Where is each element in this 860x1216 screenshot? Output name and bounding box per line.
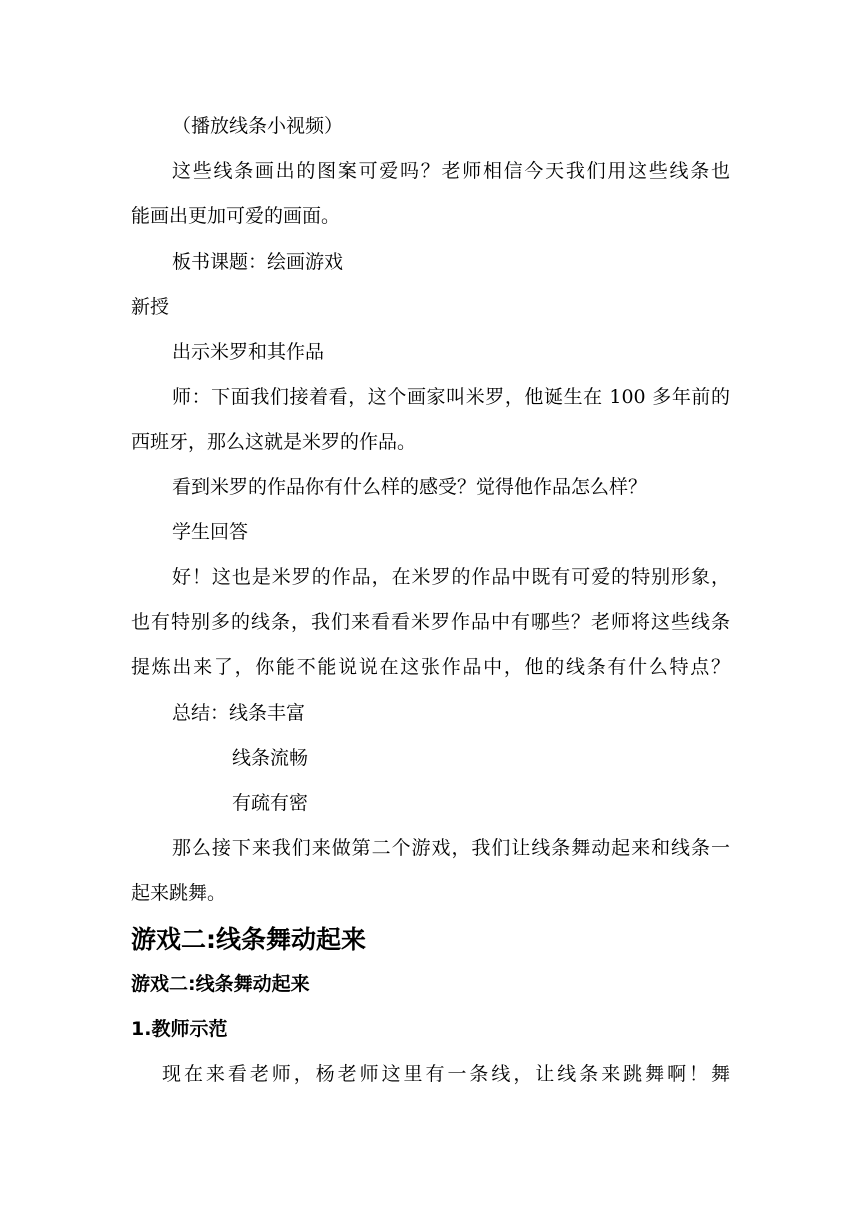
paragraph-line: （播放线条小视频） [172, 115, 344, 137]
paragraph-line: 好！这也是米罗的作品，在米罗的作品中既有可爱的特别形象， [172, 566, 730, 588]
paragraph-line: 出示米罗和其作品 [172, 341, 325, 363]
section-label: 新授 [131, 296, 170, 318]
paragraph-line: 板书课题：绘画游戏 [172, 251, 344, 273]
paragraph-line: 能画出更加可爱的画面。 [131, 205, 341, 227]
summary-line: 总结：线条丰富 [172, 702, 306, 724]
heading-1: 游戏二:线条舞动起来 [131, 925, 366, 954]
paragraph-line: 起来跳舞。 [131, 882, 227, 904]
paragraph-line: 学生回答 [172, 521, 249, 543]
paragraph-line: 师：下面我们接着看，这个画家叫米罗，他诞生在 100 多年前的 [172, 386, 730, 408]
paragraph-line: 现在来看老师，杨老师这里有一条线，让线条来跳舞啊！舞 [162, 1063, 730, 1085]
paragraph-line: 看到米罗的作品你有什么样的感受？觉得他作品怎么样？ [172, 476, 648, 498]
paragraph-line: 这些线条画出的图案可爱吗？老师相信今天我们用这些线条也 [172, 160, 730, 182]
heading-2: 游戏二:线条舞动起来 [131, 973, 310, 995]
paragraph-line: 提炼出来了，你能不能说说在这张作品中，他的线条有什么特点？ [131, 656, 730, 678]
paragraph-line: 那么接下来我们来做第二个游戏，我们让线条舞动起来和线条一 [172, 837, 730, 859]
summary-line: 线条流畅 [232, 747, 309, 769]
summary-line: 有疏有密 [232, 792, 309, 814]
heading-3: 1.教师示范 [131, 1018, 228, 1040]
paragraph-line: 西班牙，那么这就是米罗的作品。 [131, 431, 417, 453]
paragraph-line: 也有特别多的线条，我们来看看米罗作品中有哪些？老师将这些线条 [131, 611, 730, 633]
